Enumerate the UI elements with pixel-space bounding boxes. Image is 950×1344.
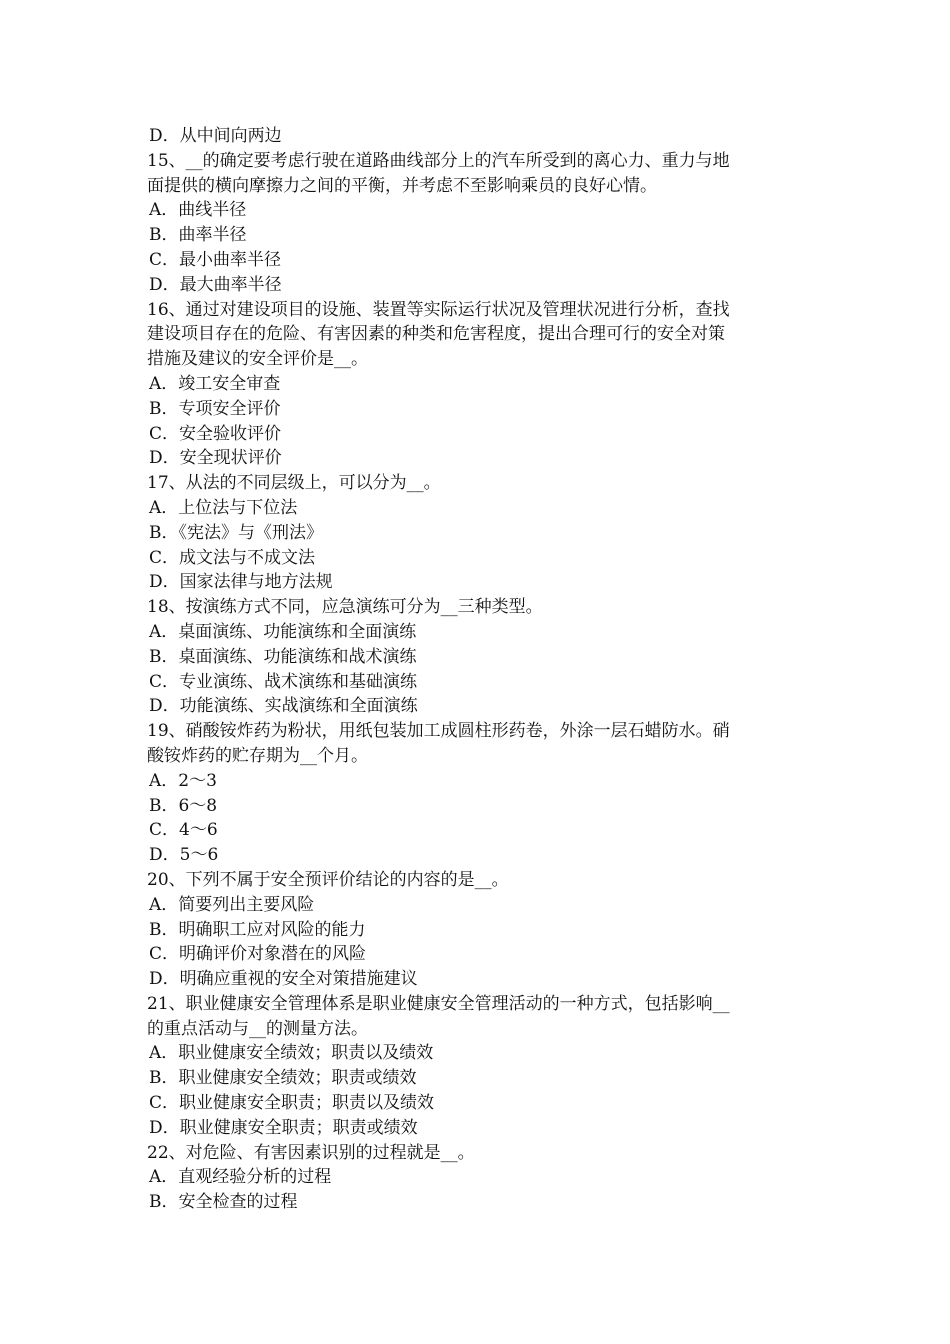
answer-option-line: C．安全验收评价 (149, 423, 282, 444)
answer-option-line: A．上位法与下位法 (149, 497, 298, 518)
answer-option-line: D．安全现状评价 (149, 448, 282, 469)
question-text-line: 15、__的确定要考虑行驶在道路曲线部分上的汽车所受到的离心力、重力与地 (147, 150, 730, 171)
answer-option-line: D．从中间向两边 (149, 126, 282, 146)
answer-option-line: B．明确职工应对风险的能力 (149, 919, 366, 940)
answer-option-line: A．直观经验分析的过程 (149, 1167, 332, 1188)
question-text-line: 21、职业健康安全管理体系是职业健康安全管理活动的一种方式，包括影响__ (147, 993, 730, 1014)
answer-option-line: B．《宪法》与《刑法》 (149, 522, 323, 543)
question-text-line: 酸铵炸药的贮存期为__个月。 (147, 745, 368, 766)
question-text-line: 面提供的横向摩擦力之间的平衡，并考虑不至影响乘员的良好心情。 (147, 175, 657, 196)
answer-option-line: A．简要列出主要风险 (149, 894, 315, 915)
answer-option-line: D．明确应重视的安全对策措施建议 (149, 969, 418, 990)
question-text-line: 16、通过对建设项目的设施、装置等实际运行状况及管理状况进行分析，查找 (147, 299, 730, 320)
question-text-line: 17、从法的不同层级上，可以分为__。 (147, 473, 441, 494)
answer-option-line: A．职业健康安全绩效；职责以及绩效 (149, 1043, 434, 1064)
answer-option-line: C．最小曲率半径 (149, 249, 282, 270)
answer-option-line: D．功能演练、实战演练和全面演练 (149, 696, 418, 717)
answer-option-line: D．最大曲率半径 (149, 274, 282, 295)
question-text-line: 19、硝酸铵炸药为粉状，用纸包装加工成圆柱形药卷，外涂一层石蜡防水。硝 (147, 721, 730, 742)
answer-option-line: A．2～3 (149, 770, 217, 791)
answer-option-line: D．5～6 (149, 845, 219, 866)
answer-option-line: C．成文法与不成文法 (149, 547, 316, 568)
answer-option-line: B．安全检查的过程 (149, 1192, 298, 1213)
answer-option-line: C．明确评价对象潜在的风险 (149, 944, 367, 965)
answer-option-line: C．4～6 (149, 820, 218, 841)
answer-option-line: D．职业健康安全职责；职责或绩效 (149, 1117, 418, 1138)
answer-option-line: B．6～8 (149, 795, 218, 816)
document-page (147, 124, 817, 1215)
answer-option-line: D．国家法律与地方法规 (149, 572, 333, 593)
question-text-line: 18、按演练方式不同，应急演练可分为__三种类型。 (147, 597, 543, 618)
answer-option-line: A．曲线半径 (149, 200, 247, 221)
answer-option-line: C．专业演练、战术演练和基础演练 (149, 671, 418, 692)
answer-option-line: A．竣工安全审查 (149, 373, 281, 394)
answer-option-line: C．职业健康安全职责；职责以及绩效 (149, 1093, 435, 1114)
answer-option-line: B．专项安全评价 (149, 398, 281, 419)
question-text-line: 措施及建议的安全评价是__。 (147, 349, 368, 370)
answer-option-line: B．曲率半径 (149, 225, 247, 246)
answer-option-line: B．桌面演练、功能演练和战术演练 (149, 646, 417, 667)
question-text-line: 的重点活动与__的测量方法。 (147, 1018, 368, 1039)
answer-option-line: A．桌面演练、功能演练和全面演练 (149, 621, 417, 642)
question-text-line: 22、对危险、有害因素识别的过程就是__。 (147, 1142, 475, 1163)
answer-option-line: B．职业健康安全绩效；职责或绩效 (149, 1068, 417, 1089)
question-text-line: 建设项目存在的危险、有害因素的种类和危害程度，提出合理可行的安全对策 (147, 324, 725, 345)
question-text-line: 20、下列不属于安全预评价结论的内容的是__。 (147, 869, 509, 890)
